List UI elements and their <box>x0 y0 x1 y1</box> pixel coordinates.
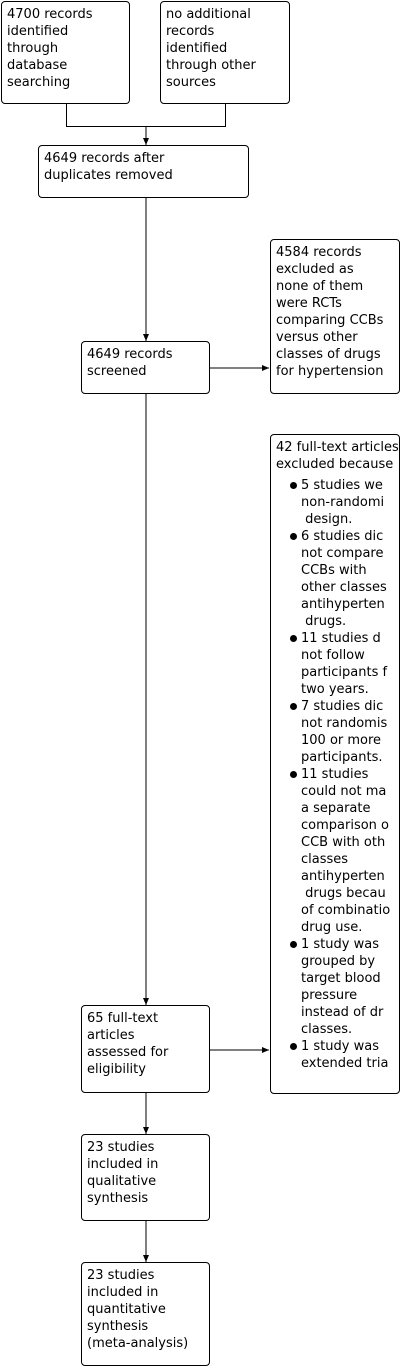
bullet-icon <box>290 941 297 948</box>
fulltext-assessed-box: 65 full-text articles assessed for eligibility <box>81 1005 210 1093</box>
exclusion-reasons-list <box>276 477 399 1072</box>
exclusion-reason: 11 studies d not follow participants f two years. <box>301 630 399 698</box>
merge-connector <box>67 104 226 127</box>
bullet-icon <box>290 533 297 540</box>
bullet-icon <box>290 703 297 710</box>
exclusion-reason: 1 study was grouped by target blood pressure instead of dr classes. <box>301 936 399 1038</box>
excluded-articles-heading: 42 full-text articles excluded because <box>276 440 399 472</box>
fulltext-articles-excluded-box <box>270 434 400 1094</box>
exclusion-reason: 1 study was extended tria <box>301 1038 399 1072</box>
records-excluded-box: 4584 records excluded as none of them were RCTs comparing CCBs versus other classes of drugs for hypertension <box>270 239 400 394</box>
records-identified-other-sources-box: no additional records identified through other sources <box>160 1 290 104</box>
records-identified-database-box: 4700 records identified through database searching <box>1 1 130 104</box>
exclusion-reason: 7 studies dic not randomis 100 or more participants. <box>301 698 399 766</box>
quantitative-synthesis-box: 23 studies included in quantitative synthesis (meta-analysis) <box>81 1262 210 1366</box>
exclusion-reason: 6 studies dic not compare CCBs with other classes antihyperten drugs. <box>301 528 399 630</box>
exclusion-reason: 11 studies could not ma a separate comparison o CCB with oth classes antihyperten drugs becau of combinatio drug use. <box>301 766 399 936</box>
bullet-icon <box>290 635 297 642</box>
bullet-icon <box>290 1043 297 1050</box>
records-screened-box: 4649 records screened <box>81 341 210 394</box>
bullet-icon <box>290 771 297 778</box>
records-after-duplicates-box: 4649 records after duplicates removed <box>38 145 249 198</box>
qualitative-synthesis-box: 23 studies included in qualitative synthesis <box>81 1134 210 1221</box>
bullet-icon <box>290 482 297 489</box>
exclusion-reason: 5 studies we non-randomi design. <box>301 477 399 528</box>
